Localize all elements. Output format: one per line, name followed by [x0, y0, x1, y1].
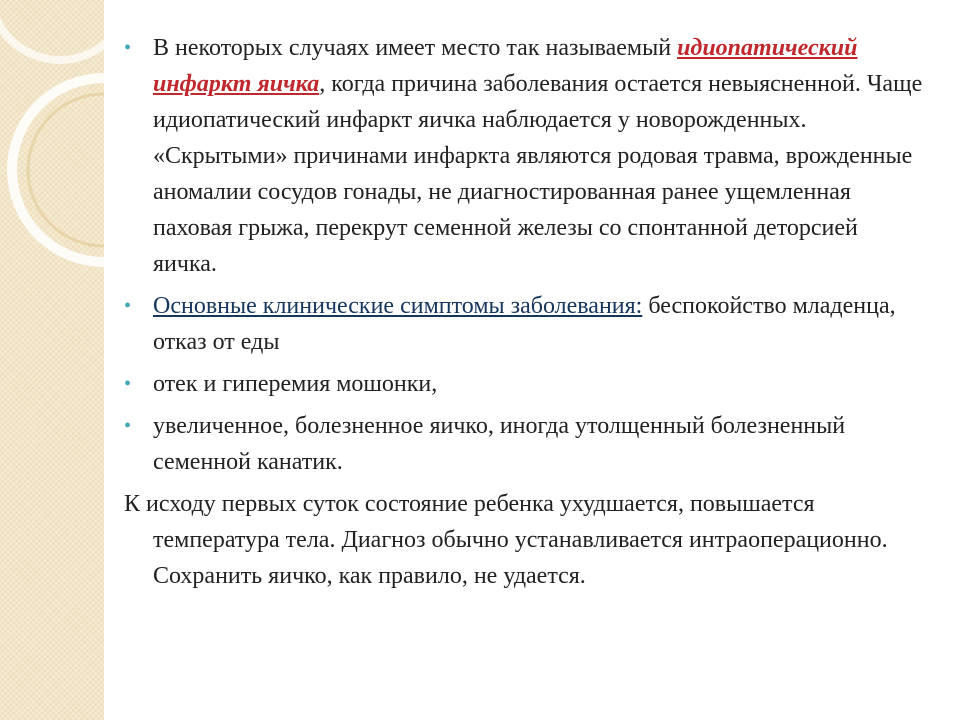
bullet-icon: •: [124, 37, 132, 59]
item-text: беспокойство младенца, отказ от еды: [153, 293, 896, 355]
bullet-item-symptoms: [124, 288, 924, 360]
bullet-item-edema: [124, 366, 924, 402]
item-text-suffix: , когда причина заболевания остается невыясненной. Чаще идиопатический инфаркт яичка наблюдается у новорожденных. «Скрытыми» причинами инфаркта являются родовая травма, врожденные аномалии сосудов гонады, не диагностированная ранее ущемленная паховая грыжа, перекрут семенной железы со спонтанной деторсией яичка.: [153, 71, 923, 277]
bullet-icon: •: [124, 415, 132, 437]
slide-body: [124, 30, 924, 594]
decorative-rings-graphic: [0, 0, 104, 720]
bullet-item-enlarged-testicle: [124, 408, 924, 480]
idiopathic-infarct-link[interactable]: идиопатический инфаркт яичка: [153, 35, 858, 97]
closing-paragraph: К исходу первых суток состояние ребенка ухудшается, повышается температура тела. Диагноз обычно устанавливается интраоперационно. Сохранить яичко, как правило, не удается.: [124, 491, 888, 589]
item-text-prefix: В некоторых случаях имеет место так называемый: [153, 35, 678, 61]
clinical-symptoms-link[interactable]: Основные клинические симптомы заболевания:: [153, 293, 643, 319]
bullet-icon: •: [124, 373, 132, 395]
item-text: отек и гиперемия мошонки,: [153, 371, 438, 397]
decorative-side-band: [0, 0, 104, 720]
bullet-item-idiopathic-infarct: [124, 30, 924, 282]
bullet-icon: •: [124, 295, 132, 317]
item-text: увеличенное, болезненное яичко, иногда утолщенный болезненный семенной канатик.: [153, 413, 846, 475]
